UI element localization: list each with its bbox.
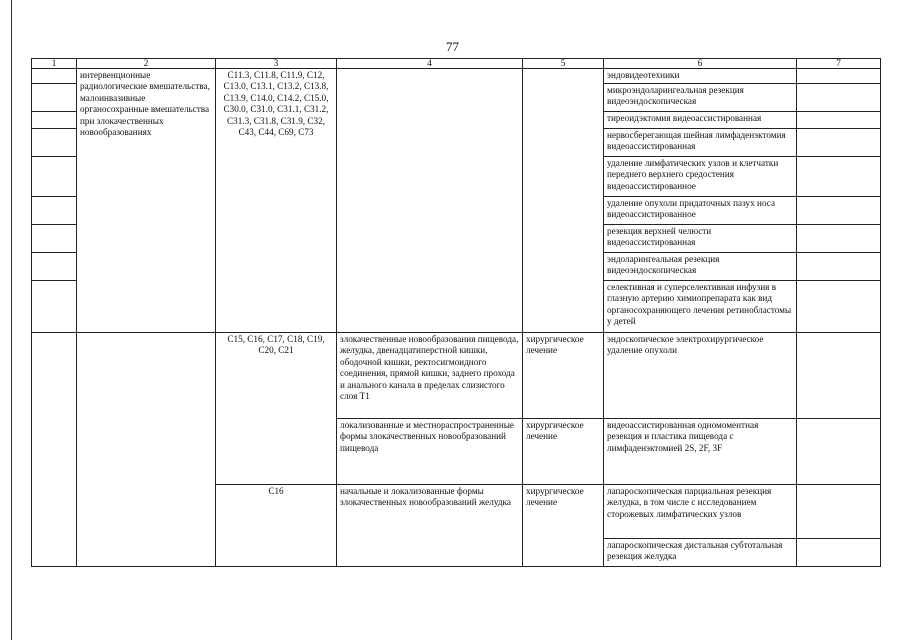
treatment-method-cell: удаление опухоли придаточных пазух носа видеоассистированное [604,197,797,225]
col7-cell [797,69,881,84]
col1-cell [32,225,77,253]
page-number: 77 [446,39,459,54]
col7-cell [797,129,881,157]
column-number: 1 [32,59,77,69]
col1-cell [32,112,77,129]
col7-cell [797,333,881,419]
treatment-type-cell: хирургическое лечение [523,419,604,485]
column-number-row [32,59,881,69]
treatment-method-cell: видеоассистированная одномоментная резекция и пластика пищевода с лимфаденэктомией 2S, 2F, 3F [604,419,797,485]
patient-model-cell: злокачественные новообразования пищевода, желудка, двенадцатиперстной кишки, ободочной кишки, ректосигмоидного соединения, прямой кишки, заднего прохода и анального канала в пределах слизистого слоя T1 [337,333,523,419]
col7-cell [797,281,881,333]
icd-codes-cell: C15, C16, C17, C18, C19, C20, C21 [216,333,337,485]
patient-model-cell [337,69,523,333]
col7-cell [797,197,881,225]
icd-codes-cell: C16 [216,485,337,567]
patient-model-cell: начальные и локализованные формы злокачественных новообразований желудка [337,485,523,567]
col7-cell [797,253,881,281]
treatment-method-cell: лапароскопическая парциальная резекция желудка, в том числе с исследованием сторожевых лимфатических узлов [604,485,797,539]
table-row [32,333,881,419]
treatment-method-cell: эндовидеотехники [604,69,797,84]
col7-cell [797,485,881,539]
col1-cell [32,157,77,197]
treatment-type-cell: хирургическое лечение [523,485,604,567]
col1-cell [32,281,77,333]
treatment-type-cell: хирургическое лечение [523,333,604,419]
treatment-method-cell: эндоскопическое электрохирургическое удаление опухоли [604,333,797,419]
treatment-method-cell: лапароскопическая дистальная субтотальная резекция желудка [604,539,797,567]
column-number: 4 [337,59,523,69]
treatment-method-cell: микроэндоларингеальная резекция видеоэндоскопическая [604,84,797,112]
column-number: 2 [77,59,216,69]
treatment-method-cell: эндоларингеальная резекция видеоэндоскопическая [604,253,797,281]
medical-services-table [31,58,881,567]
treatment-method-cell: удаление лимфатических узлов и клетчатки переднего верхнего средостения видеоассистированное [604,157,797,197]
column-number: 5 [523,59,604,69]
col1-cell [32,253,77,281]
col1-cell [32,333,77,567]
column-number: 6 [604,59,797,69]
col1-cell [32,84,77,112]
col1-cell [32,129,77,157]
treatment-method-cell: тиреоидэктомия видеоассистированная [604,112,797,129]
treatment-type-cell [523,69,604,333]
col7-cell [797,157,881,197]
profile-name-cell: интервенционные радиологические вмешательства, малоинвазивные органосохранные вмешательства при злокачественных новообразованиях [77,69,216,333]
table-row [32,69,881,84]
icd-codes-cell: C11.3, C11.8, C11.9, C12, C13.0, C13.1, C13.2, C13.8, C13.9, C14.0, C14.2, C15.0, C30.0, C31.0, C31.1, C31.2, C31.3, C31.8, C31.9, C32, C43, C44, C69, C73 [216,69,337,333]
col7-cell [797,419,881,485]
column-number: 3 [216,59,337,69]
col1-cell [32,197,77,225]
column-number: 7 [797,59,881,69]
col7-cell [797,539,881,567]
scan-edge-line [11,0,12,640]
treatment-method-cell: селективная и суперселективная инфузия в глазную артерию химиопрепарата как вид органосохраняющего лечения ретинобластомы у детей [604,281,797,333]
treatment-method-cell: нервосберегающая шейная лимфаденэктомия видеоассистированная [604,129,797,157]
col7-cell [797,225,881,253]
col7-cell [797,112,881,129]
profile-name-cell [77,333,216,567]
patient-model-cell: локализованные и местнораспространенные формы злокачественных новообразований пищевода [337,419,523,485]
col1-cell [32,69,77,84]
col7-cell [797,84,881,112]
treatment-method-cell: резекция верхней челюсти видеоассистированная [604,225,797,253]
